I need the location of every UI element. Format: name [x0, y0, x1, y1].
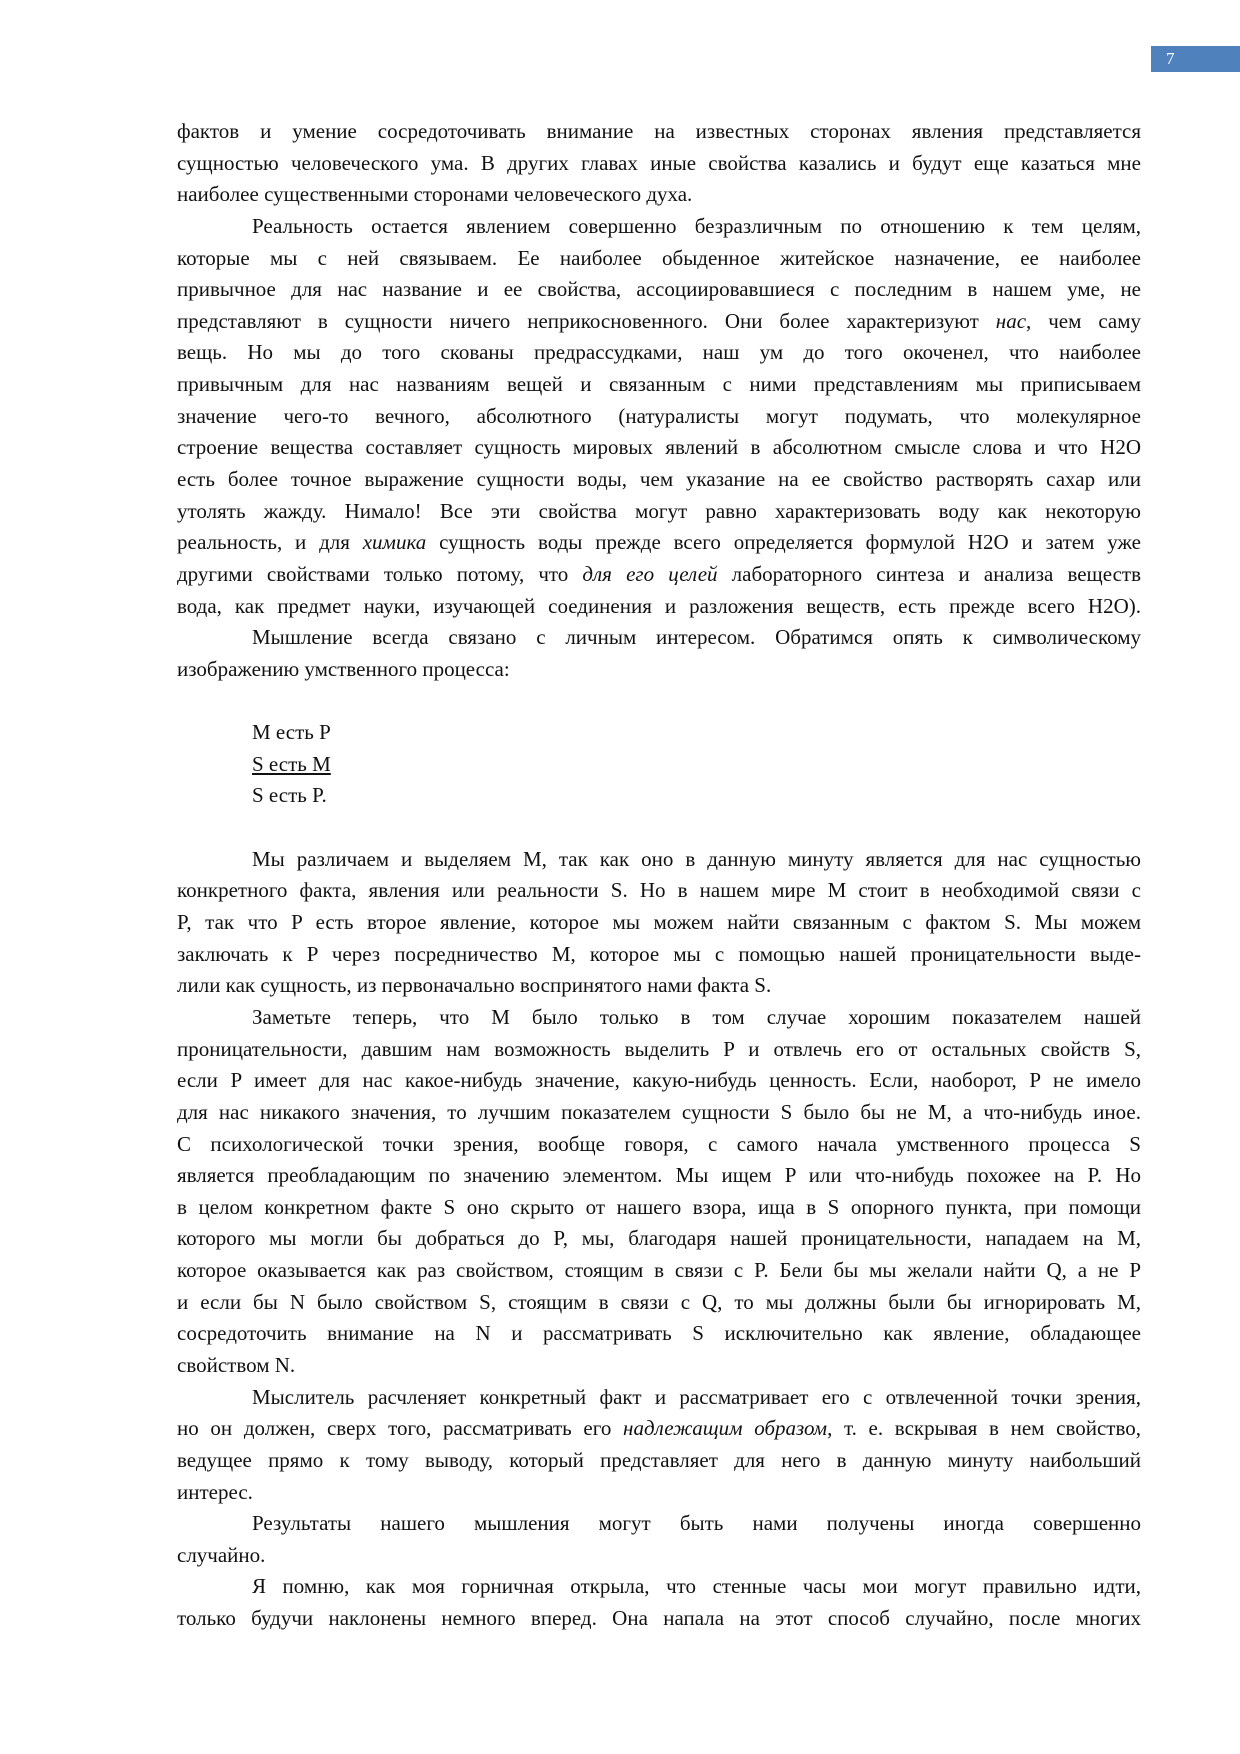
- text-line: [177, 622, 1141, 654]
- line-text: наиболее существенными сторонами человеческого духа.: [177, 182, 693, 207]
- text-line: [177, 369, 1141, 401]
- blank-line: [177, 812, 1141, 844]
- line-text: строение вещества составляет сущность мировых явлений в абсолютном смысле слова и что H2O: [177, 435, 1141, 460]
- line-text: значение чего-то вечного, абсолютного (натуралисты могут подумать, что молекулярное: [177, 403, 1141, 428]
- line-text: M есть P: [252, 720, 331, 745]
- text-line: [177, 1065, 1141, 1097]
- text-line: [177, 559, 1141, 591]
- text-line: [177, 1318, 1141, 1350]
- text-line: [177, 1160, 1141, 1192]
- text-line: [177, 1540, 1141, 1572]
- text-line: [177, 116, 1141, 148]
- line-text: только будучи наклонены немного вперед. Она напала на этот способ случайно, после многих: [177, 1606, 1141, 1631]
- italic-text: химика: [362, 530, 427, 555]
- line-text: которое оказывается как раз свойством, стоящим в связи с P. Бели бы мы желали найти Q, а не P: [177, 1258, 1141, 1283]
- text-line: [177, 527, 1141, 559]
- text-line: [177, 243, 1141, 275]
- text-line: [177, 432, 1141, 464]
- text-line: [177, 654, 1141, 686]
- line-text: Я помню, как моя горничная открыла, что стенные часы мои могут правильно идти,: [252, 1574, 1141, 1599]
- text-line: [177, 1255, 1141, 1287]
- line-text: сосредоточить внимание на N и рассматривать S исключительно как явление, обладающее: [177, 1321, 1141, 1346]
- line-text: представляют в сущности ничего неприкосновенного. Они более характеризуют: [177, 308, 996, 333]
- line-text: С психологической точки зрения, вообще говоря, с самого начала умственного процесса S: [177, 1131, 1141, 1156]
- text-line: [177, 1192, 1141, 1224]
- line-text: которые мы с ней связываем. Ее наиболее обыденное житейское назначение, ее наиболее: [177, 245, 1141, 270]
- text-line: [177, 970, 1141, 1002]
- line-text: которого мы могли бы добраться до P, мы, благодаря нашей проницательности, нападаем на M,: [177, 1226, 1141, 1251]
- text-line: [177, 464, 1141, 496]
- text-line: [177, 1571, 1141, 1603]
- text-line: [177, 1445, 1141, 1477]
- line-text: реальность, и для: [177, 530, 363, 555]
- text-line: [177, 401, 1141, 433]
- text-line: [177, 939, 1141, 971]
- line-text: если P имеет для нас какое-нибудь значение, какую-нибудь ценность. Если, наоборот, P не имело: [177, 1068, 1141, 1093]
- line-text: сущностью человеческого ума. В других главах иные свойства казались и будут еще казаться мне: [177, 150, 1141, 175]
- document-body: [177, 116, 1141, 1635]
- line-text: проницательности, давшим нам возможность выделить P и отвлечь его от остальных свойств S,: [177, 1036, 1141, 1061]
- line-text: Результаты нашего мышления могут быть нами получены иногда совершенно: [252, 1511, 1141, 1536]
- italic-text: для его целей: [582, 561, 718, 586]
- text-line: [177, 496, 1141, 528]
- formula-line: [177, 749, 1141, 781]
- line-text: изображению умственного процесса:: [177, 656, 510, 681]
- blank-line: [177, 686, 1141, 718]
- page-number: 7: [1151, 46, 1240, 72]
- line-text: вещь. Но мы до того скованы предрассудками, наш ум до того окоченел, что наиболее: [177, 340, 1141, 365]
- text-line: [177, 1603, 1141, 1635]
- italic-text: нас: [995, 308, 1027, 333]
- line-text: в целом конкретном факте S оно скрыто от нашего взора, ища в S опорного пункта, при помощи: [177, 1194, 1141, 1219]
- text-line: [177, 1413, 1141, 1445]
- text-line: [177, 337, 1141, 369]
- line-text: S есть M: [252, 751, 331, 776]
- line-text: сущность воды прежде всего определяется формулой H2O и затем уже: [426, 530, 1141, 555]
- line-text: лабораторного синтеза и анализа веществ: [717, 561, 1141, 586]
- line-text: свойством N.: [177, 1352, 296, 1377]
- formula-line: [177, 717, 1141, 749]
- text-line: [177, 907, 1141, 939]
- line-text: конкретного факта, явления или реальности S. Но в нашем мире M стоит в необходимой связи с: [177, 878, 1141, 903]
- text-line: [177, 1223, 1141, 1255]
- line-text: Мы различаем и выделяем M, так как оно в данную минуту является для нас сущностью: [252, 846, 1141, 871]
- line-text: есть более точное выражение сущности воды, чем указание на ее свойство растворять сахар или: [177, 467, 1141, 492]
- line-text: но он должен, сверх того, рассматривать его: [177, 1416, 624, 1441]
- text-line: [177, 1350, 1141, 1382]
- line-text: S есть P.: [252, 783, 327, 808]
- line-text: для нас никакого значения, то лучшим показателем сущности S было бы не M, а что-нибудь иное.: [177, 1099, 1141, 1124]
- text-line: [177, 306, 1141, 338]
- line-text: Мыслитель расчленяет конкретный факт и рассматривает его с отвлеченной точки зрения,: [252, 1384, 1141, 1409]
- line-text: , т. е. вскрывая в нем свойство,: [827, 1416, 1142, 1441]
- text-line: [177, 875, 1141, 907]
- text-line: [177, 1477, 1141, 1509]
- text-line: [177, 179, 1141, 211]
- line-text: лили как сущность, из первоначально воспринятого нами факта S.: [177, 973, 772, 998]
- line-text: ведущее прямо к тому выводу, который представляет для него в данную минуту наибольший: [177, 1447, 1141, 1472]
- line-text: утолять жажду. Нимало! Все эти свойства могут равно характеризовать воду как некоторую: [177, 498, 1141, 523]
- formula-line: [177, 780, 1141, 812]
- text-line: [177, 274, 1141, 306]
- line-text: другими свойствами только потому, что: [177, 561, 583, 586]
- line-text: Заметьте теперь, что M было только в том случае хорошим показателем нашей: [252, 1004, 1141, 1029]
- text-line: [177, 1129, 1141, 1161]
- text-line: [177, 844, 1141, 876]
- line-text: случайно.: [177, 1542, 266, 1567]
- text-line: [177, 591, 1141, 623]
- italic-text: надлежащим образом: [623, 1416, 828, 1441]
- line-text: является преобладающим по значению элементом. Мы ищем P или что-нибудь похожее на P. Но: [177, 1163, 1141, 1188]
- text-line: [177, 211, 1141, 243]
- text-line: [177, 1287, 1141, 1319]
- line-text: вода, как предмет науки, изучающей соединения и разложения веществ, есть прежде всего H2O).: [177, 593, 1141, 618]
- line-text: Реальность остается явлением совершенно безразличным по отношению к тем целям,: [252, 213, 1141, 238]
- line-text: интерес.: [177, 1479, 253, 1504]
- line-text: , чем саму: [1026, 308, 1142, 333]
- line-text: привычным для нас названиям вещей и связанным с ними представлениям мы приписываем: [177, 372, 1141, 397]
- line-text: Мышление всегда связано с личным интересом. Обратимся опять к символическому: [252, 625, 1141, 650]
- line-text: привычное для нас название и ее свойства, ассоциировавшиеся с последним в нашем уме, не: [177, 277, 1141, 302]
- text-line: [177, 148, 1141, 180]
- line-text: фактов и умение сосредоточивать внимание на известных сторонах явления представляется: [177, 119, 1141, 143]
- text-line: [177, 1382, 1141, 1414]
- text-line: [177, 1508, 1141, 1540]
- text-line: [177, 1034, 1141, 1066]
- text-line: [177, 1002, 1141, 1034]
- line-text: заключать к P через посредничество M, которое мы с помощью нашей проницательности выде-: [177, 941, 1141, 966]
- line-text: P, так что P есть второе явление, которое мы можем найти связанным с фактом S. Мы можем: [177, 910, 1141, 935]
- line-text: и если бы N было свойством S, стоящим в связи с Q, то мы должны были бы игнорировать M,: [177, 1289, 1141, 1314]
- text-line: [177, 1097, 1141, 1129]
